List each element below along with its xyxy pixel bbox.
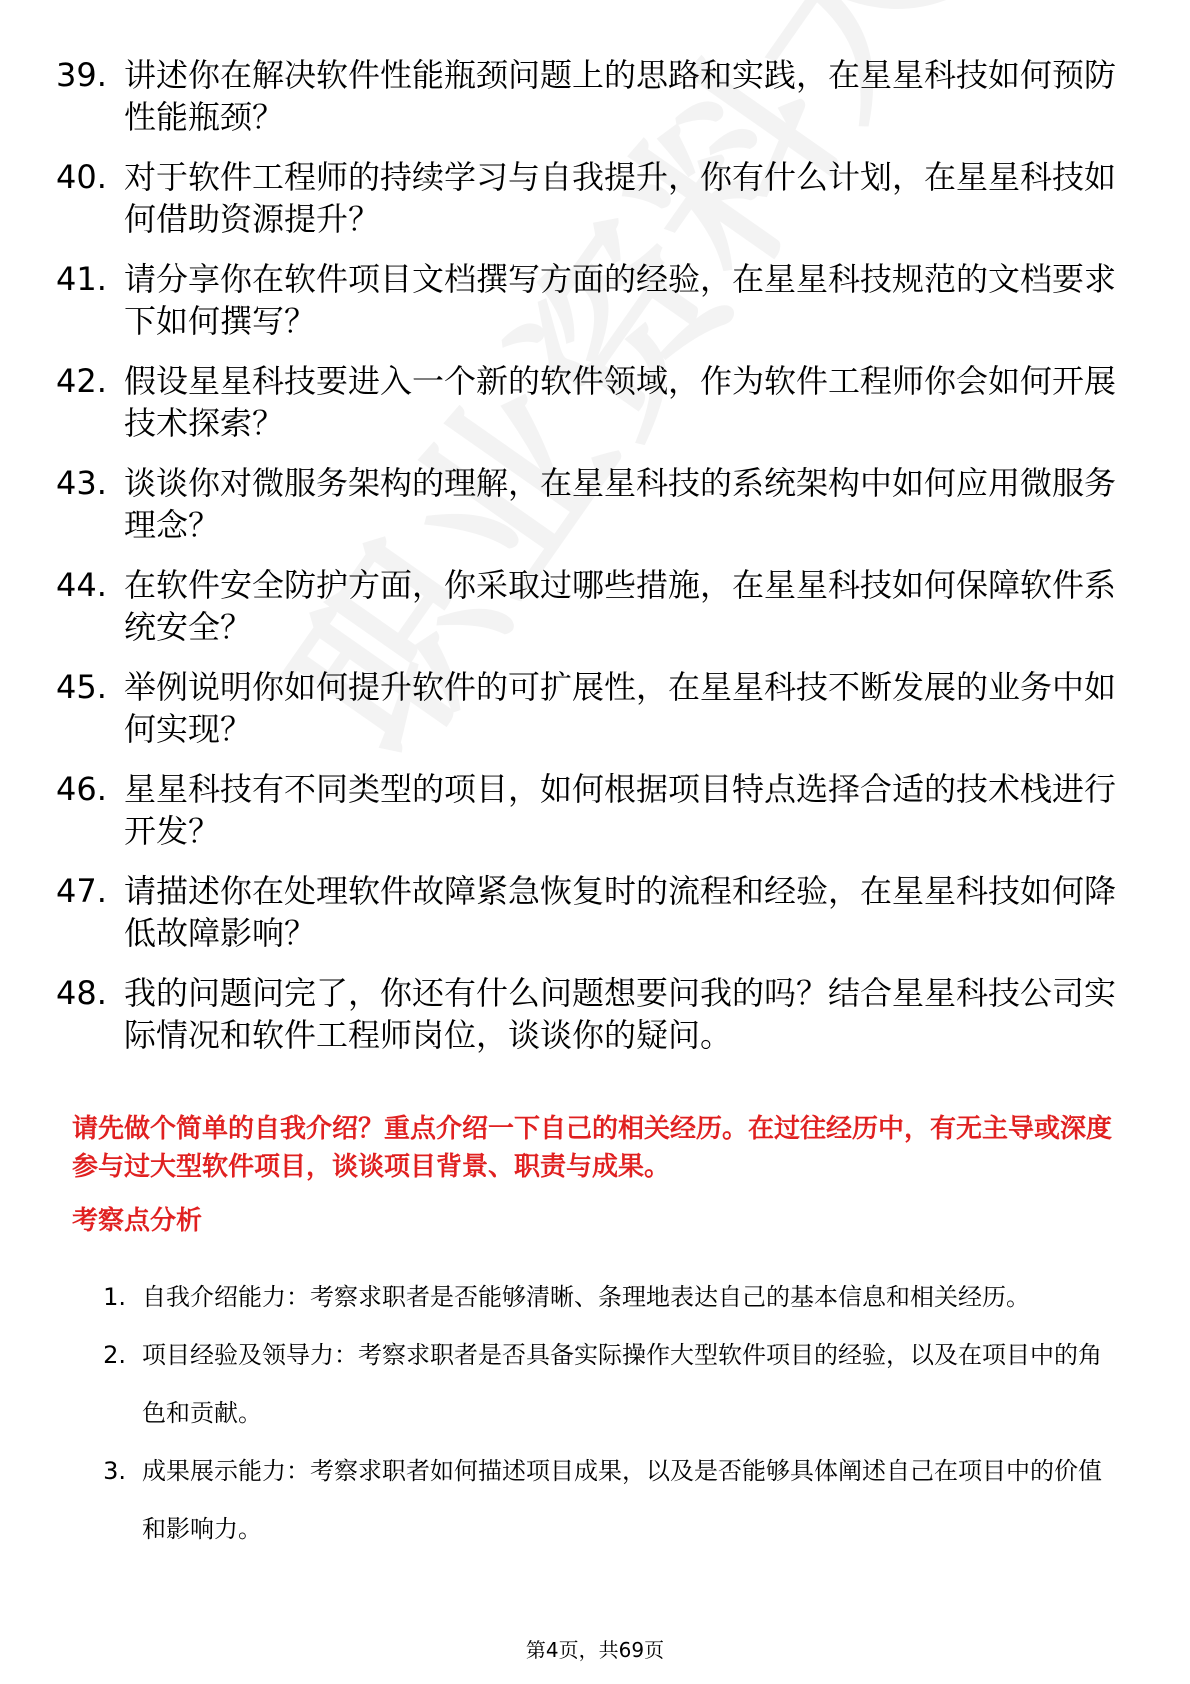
question-number: 48. [56,974,107,1012]
question-number: 43. [56,464,107,502]
question-number: 45. [56,668,107,706]
analysis-number: 1. [103,1283,126,1311]
question-number: 39. [56,56,107,94]
question-text: 讲述你在解决软件性能瓶颈问题上的思路和实践，在星星科技如何预防性能瓶颈？ [124,56,1117,136]
analysis-list [80,1268,1120,1558]
question-text: 谈谈你对微服务架构的理解，在星星科技的系统架构中如何应用微服务理念？ [124,464,1117,544]
question-item [56,360,1116,444]
analysis-item [80,1326,1120,1442]
question-item [56,156,1116,240]
analysis-text: 成果展示能力：考察求职者如何描述项目成果，以及是否能够具体阐述自己在项目中的价值和影响力。 [142,1457,1102,1543]
question-text: 我的问题问完了，你还有什么问题想要问我的吗？结合星星科技公司实际情况和软件工程师岗位，谈谈你的疑问。 [124,974,1117,1054]
question-text: 假设星星科技要进入一个新的软件领域，作为软件工程师你会如何开展技术探索？ [124,362,1117,442]
highlight-question: 请先做个简单的自我介绍？重点介绍一下自己的相关经历。在过往经历中，有无主导或深度参与过大型软件项目，谈谈项目背景、职责与成果。 [72,1114,1113,1182]
analysis-text: 项目经验及领导力：考察求职者是否具备实际操作大型软件项目的经验，以及在项目中的角色和贡献。 [142,1341,1102,1427]
question-item [56,564,1116,648]
question-item [56,768,1116,852]
question-text: 在软件安全防护方面，你采取过哪些措施，在星星科技如何保障软件系统安全？ [124,566,1117,646]
analysis-title: 考察点分析 [72,1206,203,1236]
question-text: 请分享你在软件项目文档撰写方面的经验，在星星科技规范的文档要求下如何撰写？ [124,260,1117,340]
question-item [56,666,1116,750]
analysis-item [80,1268,1120,1326]
question-text: 请描述你在处理软件故障紧急恢复时的流程和经验，在星星科技如何降低故障影响？ [124,872,1117,952]
analysis-number: 2. [103,1341,126,1369]
question-item [56,258,1116,342]
question-item [56,972,1116,1056]
analysis-text: 自我介绍能力：考察求职者是否能够清晰、条理地表达自己的基本信息和相关经历。 [142,1283,1030,1311]
question-number: 40. [56,158,107,196]
question-text: 对于软件工程师的持续学习与自我提升，你有什么计划，在星星科技如何借助资源提升？ [124,158,1117,238]
question-list [56,54,1116,1074]
question-text: 星星科技有不同类型的项目，如何根据项目特点选择合适的技术栈进行开发？ [124,770,1117,850]
question-number: 46. [56,770,107,808]
page-footer: 第4页，共69页 [525,1638,665,1662]
analysis-number: 3. [103,1457,126,1485]
question-number: 42. [56,362,107,400]
question-number: 41. [56,260,107,298]
question-item [56,462,1116,546]
question-number: 44. [56,566,107,604]
question-item [56,54,1116,138]
question-item [56,870,1116,954]
question-number: 47. [56,872,107,910]
question-text: 举例说明你如何提升软件的可扩展性，在星星科技不断发展的业务中如何实现？ [124,668,1117,748]
analysis-item [80,1442,1120,1558]
